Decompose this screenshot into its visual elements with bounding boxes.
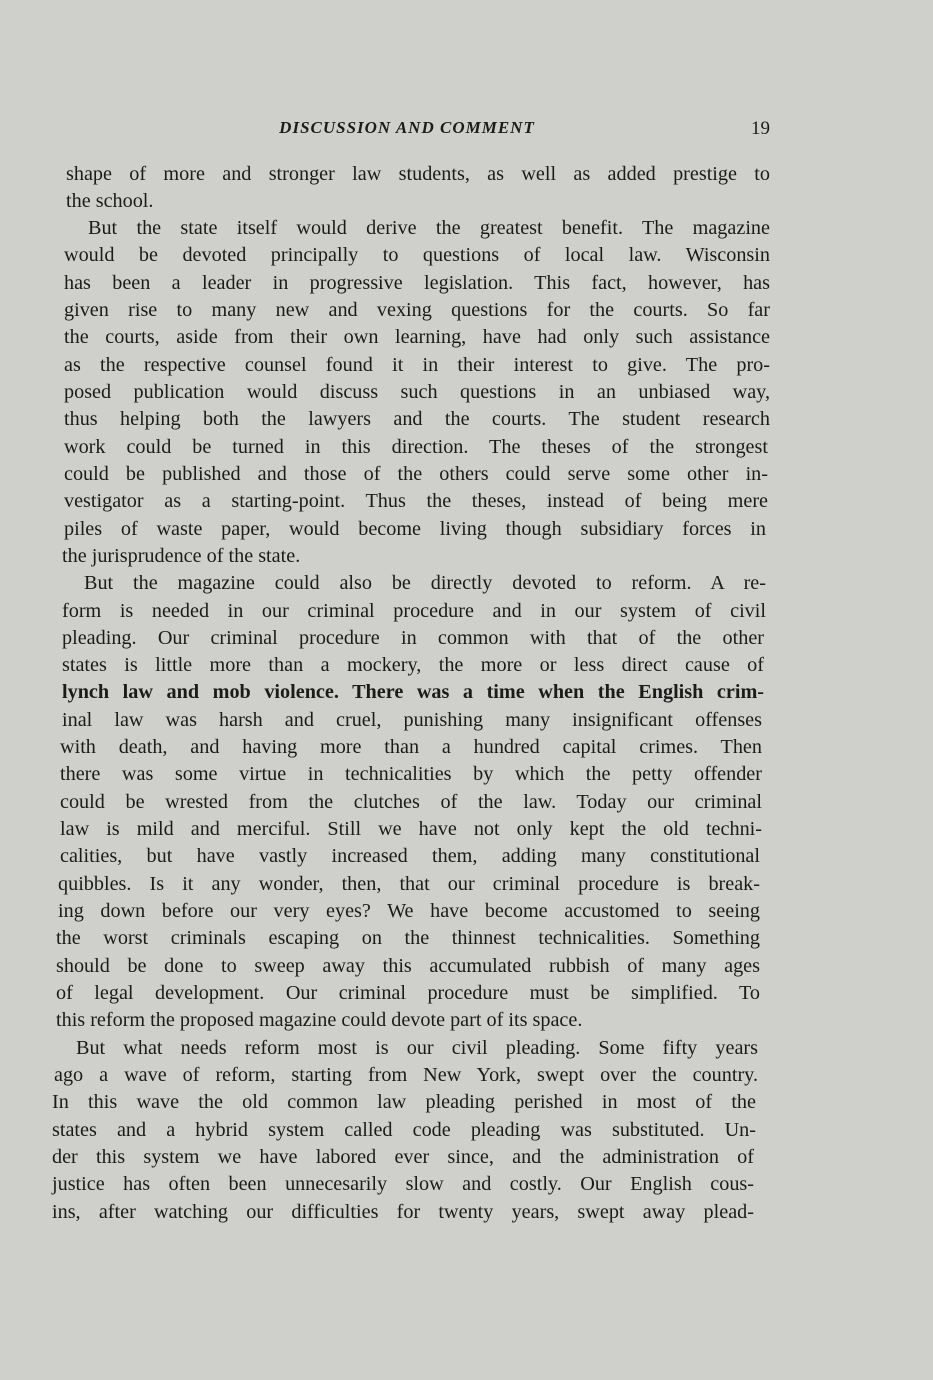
text-line: vestigator as a starting-point. Thus the theses, instead of being mere (64, 490, 768, 512)
text-line: ing down before our very eyes? We have become accustomed to seeing (58, 900, 760, 922)
text-line: states and a hybrid system called code pleading was substituted. Un- (52, 1119, 756, 1141)
text-line: the worst criminals escaping on the thinnest technicalities. Something (56, 927, 760, 949)
text-line: pleading. Our criminal procedure in common with that of the other (62, 627, 764, 649)
text-line: there was some virtue in technicalities by which the petty offender (60, 763, 762, 785)
text-line: der this system we have labored ever since, and the administration of (52, 1146, 754, 1168)
text-line: justice has often been unnecesarily slow and costly. Our English cous- (52, 1173, 754, 1195)
text-line: with death, and having more than a hundred capital crimes. Then (60, 736, 762, 758)
text-line: piles of waste paper, would become living though subsidiary forces in (64, 518, 766, 540)
text-line: inal law was harsh and cruel, punishing many insignificant offenses (62, 709, 762, 731)
text-line: quibbles. Is it any wonder, then, that our criminal procedure is break- (58, 873, 760, 895)
running-head: DISCUSSION AND COMMENT (279, 118, 535, 137)
text-line: lynch law and mob violence. There was a time when the English crim- (62, 681, 764, 703)
text-line: calities, but have vastly increased them, adding many constitutional (60, 845, 760, 867)
text-line: But what needs reform most is our civil pleading. Some fifty years (76, 1037, 758, 1059)
text-line: given rise to many new and vexing questions for the courts. So far (64, 299, 770, 321)
text-line: law is mild and merciful. Still we have not only kept the old techni- (60, 818, 762, 840)
text-line: the school. (66, 190, 154, 212)
text-line: states is little more than a mockery, the more or less direct cause of (62, 654, 764, 676)
text-line: could be published and those of the others could serve some other in- (64, 463, 768, 485)
text-line: But the state itself would derive the greatest benefit. The magazine (88, 217, 770, 239)
text-line: But the magazine could also be directly devoted to reform. A re- (84, 572, 766, 594)
text-line: as the respective counsel found it in their interest to give. The pro- (64, 354, 770, 376)
text-line: ago a wave of reform, starting from New York, swept over the country. (54, 1064, 758, 1086)
text-line: has been a leader in progressive legislation. This fact, however, has (64, 272, 770, 294)
page-header (66, 116, 772, 140)
text-line: In this wave the old common law pleading perished in most of the (52, 1091, 756, 1113)
text-line: could be wrested from the clutches of the law. Today our criminal (60, 791, 762, 813)
text-line: the jurisprudence of the state. (62, 545, 301, 567)
text-line: should be done to sweep away this accumulated rubbish of many ages (56, 955, 760, 977)
text-line: posed publication would discuss such questions in an unbiased way, (64, 381, 770, 403)
text-line: the courts, aside from their own learning, have had only such assistance (64, 326, 770, 348)
text-line: shape of more and stronger law students, as well as added prestige to (66, 163, 770, 185)
text-line: of legal development. Our criminal procedure must be simplified. To (56, 982, 760, 1004)
text-line: work could be turned in this direction. The theses of the strongest (64, 436, 768, 458)
text-line: would be devoted principally to questions of local law. Wisconsin (64, 244, 770, 266)
text-line: ins, after watching our difficulties for twenty years, swept away plead- (52, 1201, 754, 1223)
text-line: thus helping both the lawyers and the courts. The student research (64, 408, 770, 430)
page-number: 19 (751, 118, 770, 139)
text-line: this reform the proposed magazine could devote part of its space. (56, 1009, 583, 1031)
text-line: form is needed in our criminal procedure and in our system of civil (62, 600, 766, 622)
